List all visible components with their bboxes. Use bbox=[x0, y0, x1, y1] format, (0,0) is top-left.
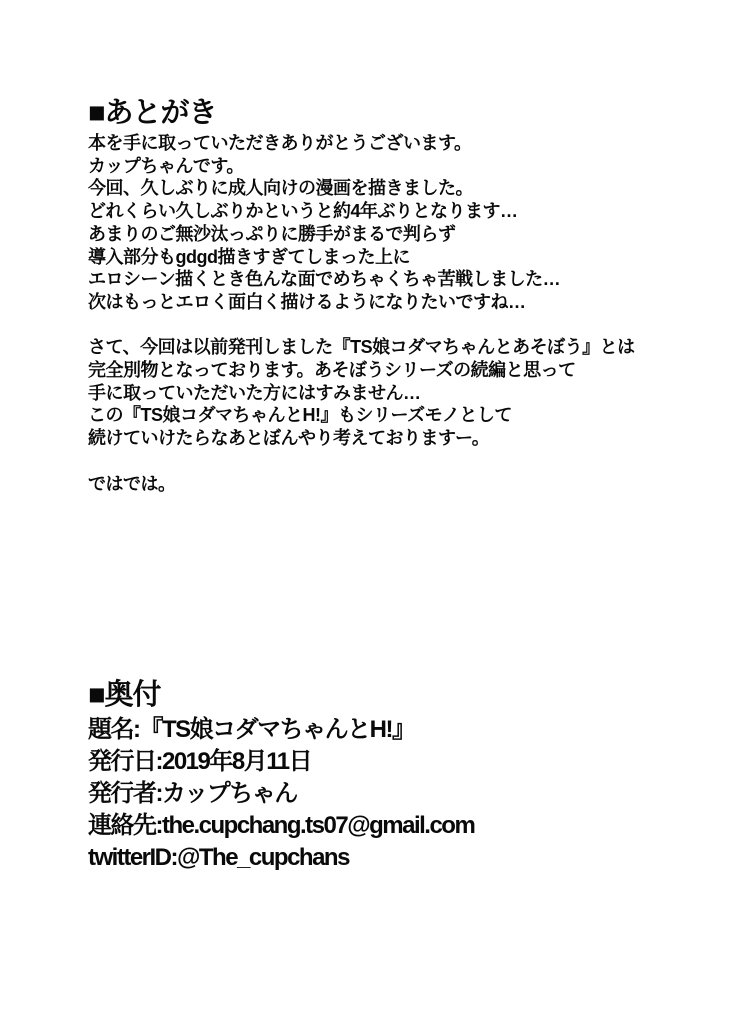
afterword-line: 本を手に取っていただきありがとうございます。 bbox=[88, 133, 472, 153]
afterword-line: さて、今回は以前発刊しました『TS娘コダマちゃんとあそぼう』とは bbox=[88, 337, 635, 358]
afterword-line: 導入部分もgdgd描きすぎてしまった上に bbox=[88, 246, 410, 267]
colophon-twitter-line: twitterID:@The_cupchans bbox=[88, 844, 349, 871]
afterword-line: 続けていけたらなあとぼんやり考えておりますー。 bbox=[88, 428, 490, 449]
afterword-line: 手に取っていただいた方にはすみません… bbox=[88, 382, 421, 403]
afterword-line: 次はもっとエロく面白く描けるようになりたいですね… bbox=[88, 291, 526, 312]
colophon-title-line: 題名:『TS娘コダマちゃんとH!』 bbox=[88, 716, 415, 743]
afterword-body bbox=[88, 132, 635, 495]
colophon-date-line: 発行日:2019年8月11日 bbox=[88, 748, 312, 775]
colophon-section bbox=[88, 678, 474, 874]
afterword-line: この『TS娘コダマちゃんとH!』もシリーズモノとして bbox=[88, 405, 512, 426]
paragraph-spacer bbox=[88, 450, 635, 473]
afterword-line: 今回、久しぶりに成人向けの漫画を描きました。 bbox=[88, 178, 473, 199]
colophon-info bbox=[88, 714, 474, 874]
afterword-line: どれくらい久しぶりかというと約4年ぶりとなります… bbox=[88, 201, 518, 222]
paragraph-spacer bbox=[88, 314, 635, 337]
colophon-publisher-line: 発行者:カップちゃん bbox=[88, 780, 297, 807]
colophon-contact-line: 連絡先:the.cupchang.ts07@gmail.com bbox=[88, 812, 475, 839]
colophon-heading: ■奥付 bbox=[88, 679, 161, 711]
afterword-line: あまりのご無沙汰っぷりに勝手がまるで判らず bbox=[88, 223, 456, 244]
afterword-line: 完全別物となっております。あそぼうシリーズの続編と思って bbox=[88, 360, 576, 381]
afterword-line: カップちゃんです。 bbox=[88, 155, 244, 176]
afterword-heading: ■あとがき bbox=[88, 97, 217, 129]
afterword-line: エロシーン描くとき色んな面でめちゃくちゃ苦戦しました… bbox=[88, 269, 561, 290]
afterword-section bbox=[88, 96, 635, 495]
afterword-closing: ではでは。 bbox=[88, 473, 176, 494]
